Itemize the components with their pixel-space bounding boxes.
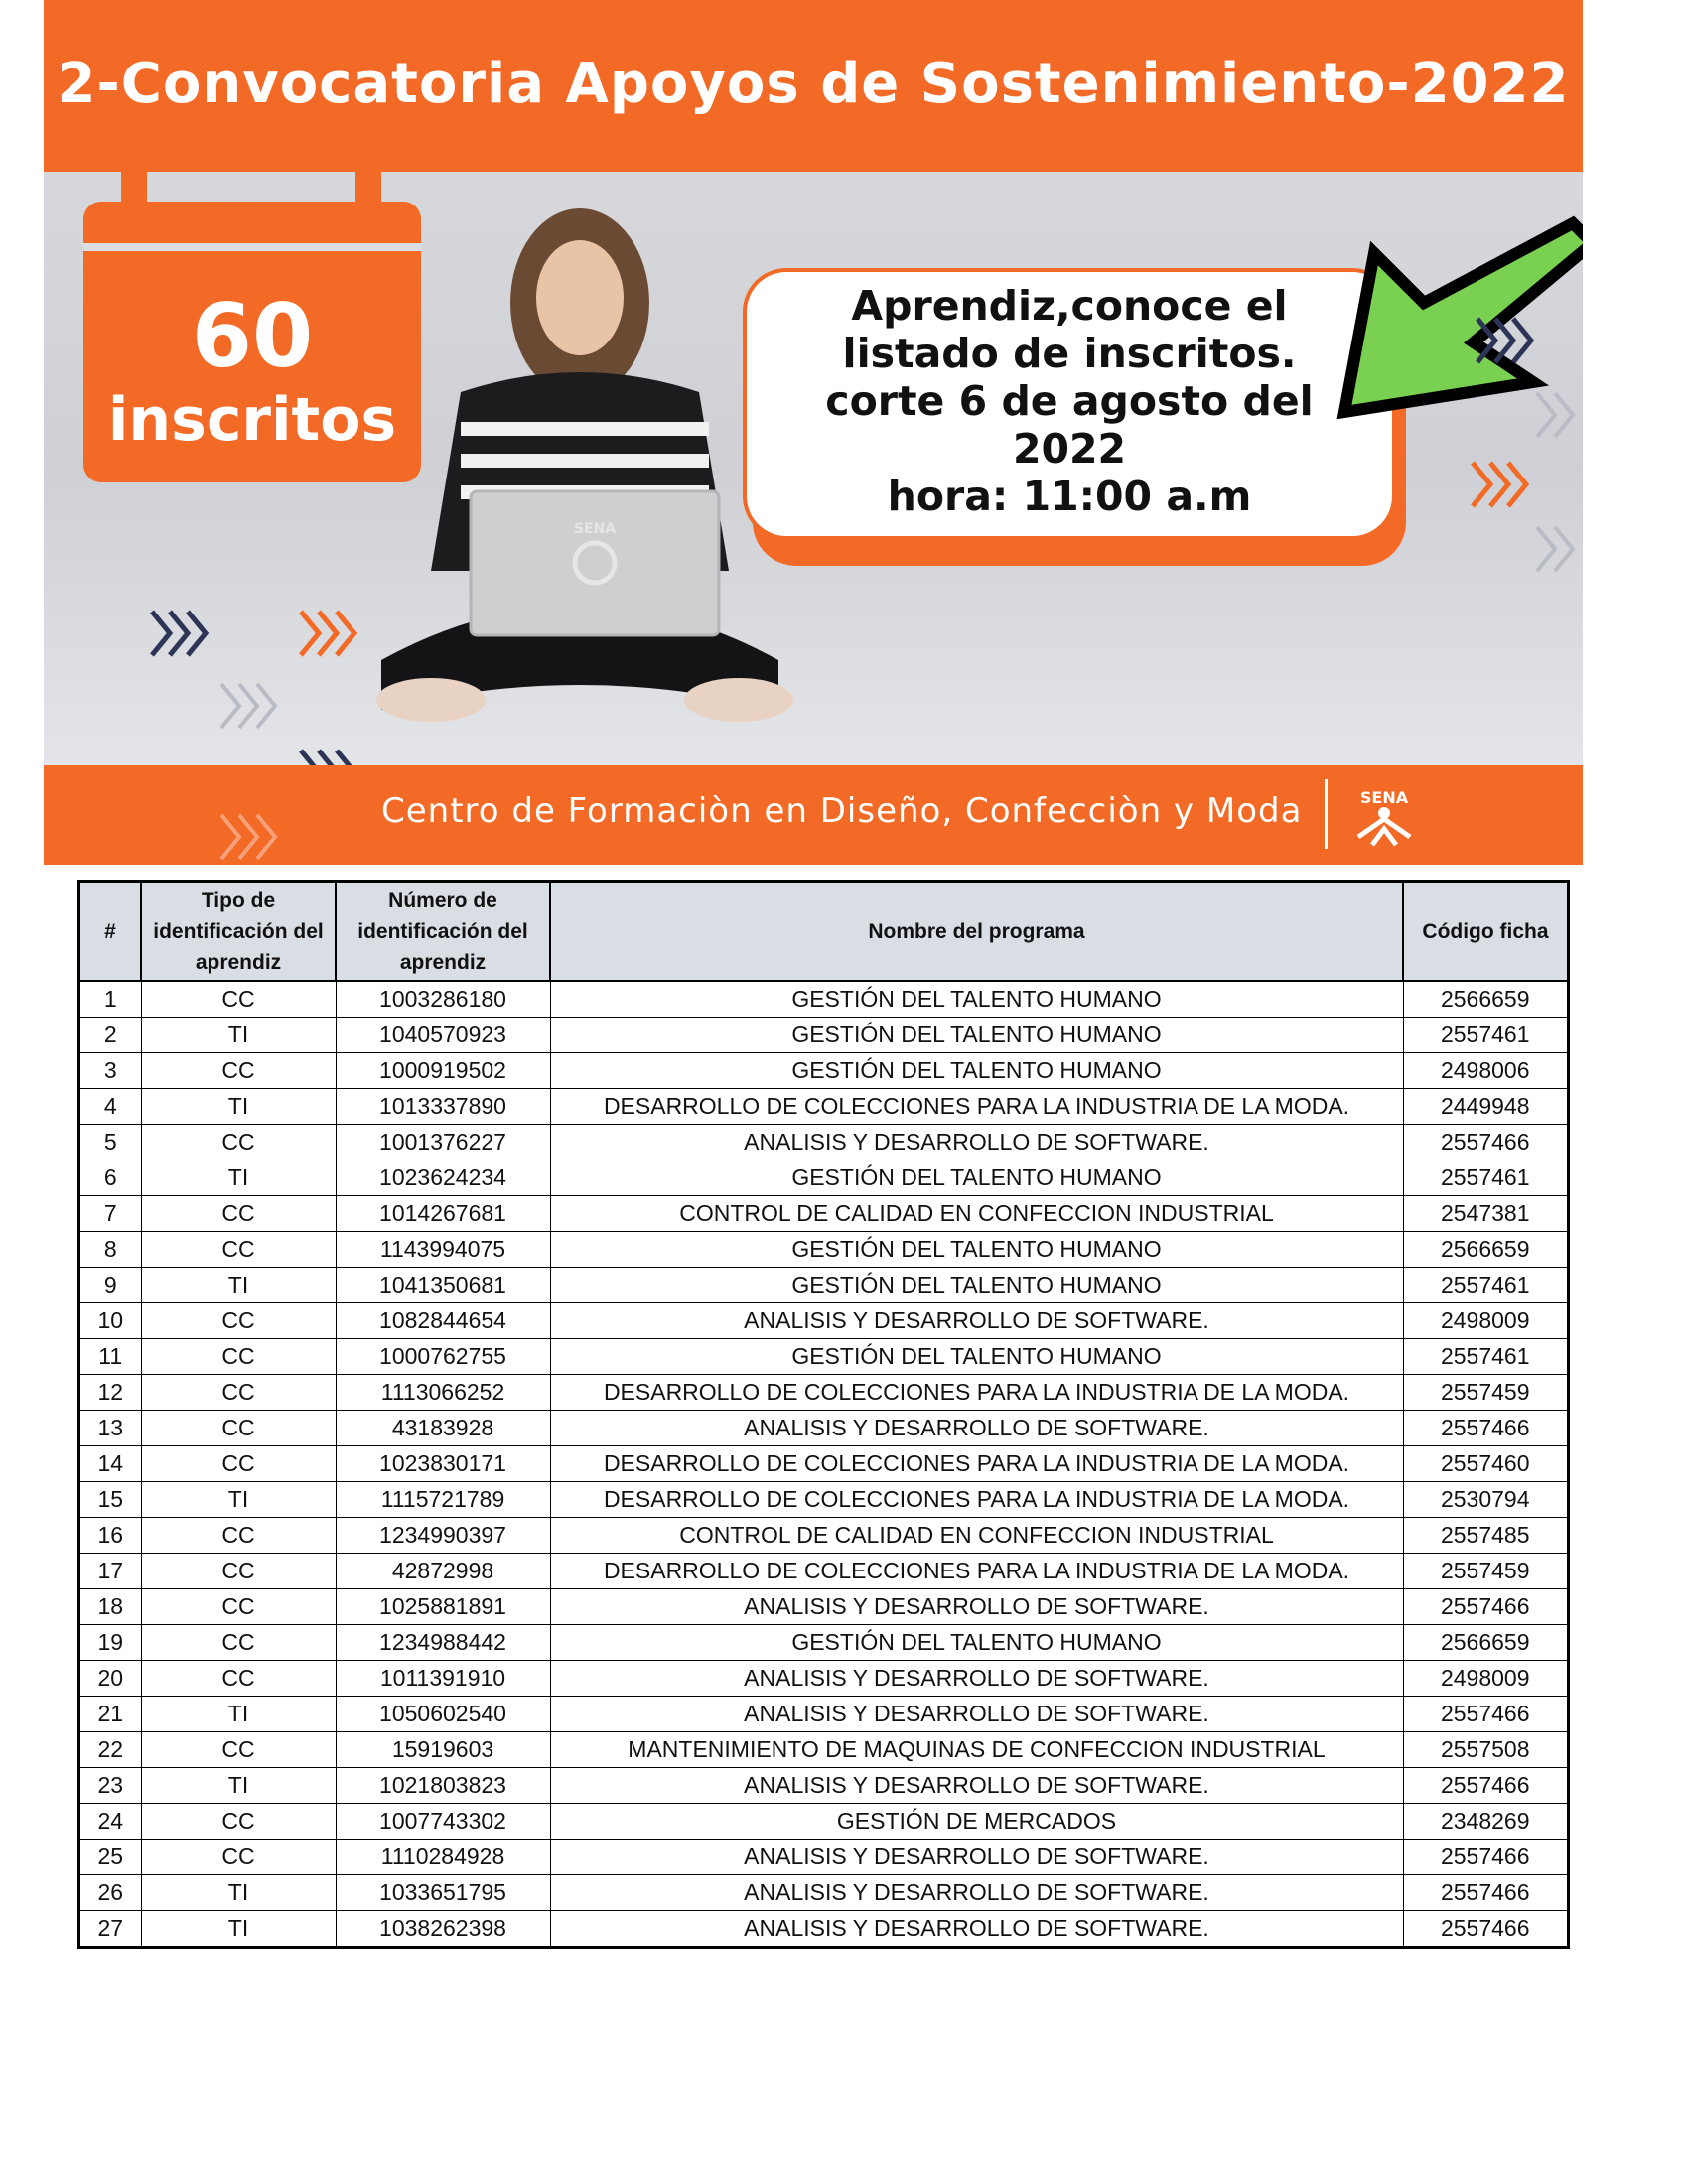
id-number-cell: 1038262398 xyxy=(336,1911,550,1948)
program-name-cell: ANALISIS Y DESARROLLO DE SOFTWARE. xyxy=(550,1911,1403,1948)
row-number-cell: 11 xyxy=(79,1339,142,1375)
id-type-cell: TI xyxy=(141,1768,336,1804)
col-header-id-type: Tipo de identificación del aprendiz xyxy=(141,882,336,982)
table-row xyxy=(79,1268,1569,1303)
table-row xyxy=(79,1125,1569,1160)
callout-line-5: hora: 11:00 a.m xyxy=(887,473,1252,520)
program-name-cell: ANALISIS Y DESARROLLO DE SOFTWARE. xyxy=(550,1589,1403,1625)
id-type-cell: CC xyxy=(141,1446,336,1482)
ficha-code-cell: 2566659 xyxy=(1403,1625,1569,1661)
row-number-cell: 3 xyxy=(79,1053,142,1089)
row-number-cell: 26 xyxy=(79,1875,142,1911)
ficha-code-cell: 2557459 xyxy=(1403,1554,1569,1589)
chevrons-icon xyxy=(148,606,211,661)
enrolled-label: inscritos xyxy=(107,385,397,455)
table-row xyxy=(79,981,1569,1018)
id-type-cell: TI xyxy=(141,1268,336,1303)
page-title: 2-Convocatoria Apoyos de Sostenimiento-2022 xyxy=(57,52,1570,116)
id-type-cell: CC xyxy=(141,1554,336,1589)
footer-divider xyxy=(1325,779,1328,849)
callout-box xyxy=(743,268,1396,540)
row-number-cell: 22 xyxy=(79,1732,142,1768)
program-name-cell: ANALISIS Y DESARROLLO DE SOFTWARE. xyxy=(550,1697,1403,1732)
ficha-code-cell: 2348269 xyxy=(1403,1804,1569,1840)
callout-line-4: 2022 xyxy=(1012,425,1127,473)
id-number-cell: 1003286180 xyxy=(336,981,550,1018)
row-number-cell: 12 xyxy=(79,1375,142,1411)
row-number-cell: 23 xyxy=(79,1768,142,1804)
id-type-cell: TI xyxy=(141,1089,336,1125)
ficha-code-cell: 2557485 xyxy=(1403,1518,1569,1554)
ficha-code-cell: 2557461 xyxy=(1403,1018,1569,1053)
id-type-cell: CC xyxy=(141,1411,336,1446)
ficha-code-cell: 2557461 xyxy=(1403,1160,1569,1196)
id-number-cell: 1000919502 xyxy=(336,1053,550,1089)
ficha-code-cell: 2557508 xyxy=(1403,1732,1569,1768)
table-row xyxy=(79,1661,1569,1697)
program-name-cell: CONTROL DE CALIDAD EN CONFECCION INDUSTRIAL xyxy=(550,1196,1403,1232)
ficha-code-cell: 2498006 xyxy=(1403,1053,1569,1089)
id-type-cell: TI xyxy=(141,1160,336,1196)
row-number-cell: 18 xyxy=(79,1589,142,1625)
chevrons-icon xyxy=(297,606,360,661)
row-number-cell: 17 xyxy=(79,1554,142,1589)
program-name-cell: GESTIÓN DE MERCADOS xyxy=(550,1804,1403,1840)
row-number-cell: 21 xyxy=(79,1697,142,1732)
ficha-code-cell: 2557466 xyxy=(1403,1697,1569,1732)
program-name-cell: CONTROL DE CALIDAD EN CONFECCION INDUSTRIAL xyxy=(550,1518,1403,1554)
chevrons-icon xyxy=(217,809,281,865)
id-number-cell: 1025881891 xyxy=(336,1589,550,1625)
enrollment-table xyxy=(77,880,1570,1949)
program-name-cell: ANALISIS Y DESARROLLO DE SOFTWARE. xyxy=(550,1661,1403,1697)
table-row xyxy=(79,1375,1569,1411)
callout-line-2: listado de inscritos. xyxy=(842,330,1297,377)
id-type-cell: CC xyxy=(141,1232,336,1268)
row-number-cell: 19 xyxy=(79,1625,142,1661)
program-name-cell: DESARROLLO DE COLECCIONES PARA LA INDUSTRIA DE LA MODA. xyxy=(550,1089,1403,1125)
id-number-cell: 1001376227 xyxy=(336,1125,550,1160)
row-number-cell: 15 xyxy=(79,1482,142,1518)
id-type-cell: CC xyxy=(141,1840,336,1875)
program-name-cell: GESTIÓN DEL TALENTO HUMANO xyxy=(550,1053,1403,1089)
id-type-cell: CC xyxy=(141,1303,336,1339)
calendar-ring-left xyxy=(121,172,147,202)
id-number-cell: 1041350681 xyxy=(336,1268,550,1303)
id-number-cell: 1082844654 xyxy=(336,1303,550,1339)
table-row xyxy=(79,1911,1569,1948)
id-number-cell: 1013337890 xyxy=(336,1089,550,1125)
ficha-code-cell: 2530794 xyxy=(1403,1482,1569,1518)
program-name-cell: GESTIÓN DEL TALENTO HUMANO xyxy=(550,1268,1403,1303)
id-type-cell: CC xyxy=(141,1196,336,1232)
id-type-cell: CC xyxy=(141,1518,336,1554)
table-row xyxy=(79,1196,1569,1232)
chevrons-icon xyxy=(217,678,281,734)
table-row xyxy=(79,1411,1569,1446)
id-number-cell: 1234988442 xyxy=(336,1625,550,1661)
id-type-cell: TI xyxy=(141,1018,336,1053)
table-row xyxy=(79,1875,1569,1911)
id-number-cell: 1011391910 xyxy=(336,1661,550,1697)
ficha-code-cell: 2557466 xyxy=(1403,1589,1569,1625)
program-name-cell: ANALISIS Y DESARROLLO DE SOFTWARE. xyxy=(550,1303,1403,1339)
ficha-code-cell: 2557466 xyxy=(1403,1840,1569,1875)
row-number-cell: 4 xyxy=(79,1089,142,1125)
row-number-cell: 27 xyxy=(79,1911,142,1948)
id-type-cell: CC xyxy=(141,1125,336,1160)
ficha-code-cell: 2557466 xyxy=(1403,1768,1569,1804)
id-number-cell: 1023830171 xyxy=(336,1446,550,1482)
id-number-cell: 1000762755 xyxy=(336,1339,550,1375)
program-name-cell: GESTIÓN DEL TALENTO HUMANO xyxy=(550,1160,1403,1196)
row-number-cell: 2 xyxy=(79,1018,142,1053)
ficha-code-cell: 2557466 xyxy=(1403,1125,1569,1160)
row-number-cell: 20 xyxy=(79,1661,142,1697)
id-type-cell: CC xyxy=(141,1339,336,1375)
ficha-code-cell: 2566659 xyxy=(1403,1232,1569,1268)
ficha-code-cell: 2498009 xyxy=(1403,1661,1569,1697)
table-header-row xyxy=(79,882,1569,982)
id-type-cell: CC xyxy=(141,1661,336,1697)
program-name-cell: ANALISIS Y DESARROLLO DE SOFTWARE. xyxy=(550,1875,1403,1911)
callout-text xyxy=(747,282,1392,520)
row-number-cell: 1 xyxy=(79,981,142,1018)
row-number-cell: 5 xyxy=(79,1125,142,1160)
id-number-cell: 1033651795 xyxy=(336,1875,550,1911)
callout-line-1: Aprendiz,conoce el xyxy=(851,282,1288,330)
id-type-cell: CC xyxy=(141,1732,336,1768)
program-name-cell: DESARROLLO DE COLECCIONES PARA LA INDUSTRIA DE LA MODA. xyxy=(550,1482,1403,1518)
table-row xyxy=(79,1732,1569,1768)
table-row xyxy=(79,1018,1569,1053)
row-number-cell: 7 xyxy=(79,1196,142,1232)
table-row xyxy=(79,1053,1569,1089)
id-number-cell: 1110284928 xyxy=(336,1840,550,1875)
table-row xyxy=(79,1768,1569,1804)
id-number-cell: 42872998 xyxy=(336,1554,550,1589)
chevrons-icon xyxy=(1469,457,1532,512)
id-number-cell: 1014267681 xyxy=(336,1196,550,1232)
ficha-code-cell: 2557461 xyxy=(1403,1268,1569,1303)
row-number-cell: 8 xyxy=(79,1232,142,1268)
row-number-cell: 13 xyxy=(79,1411,142,1446)
table-row xyxy=(79,1589,1569,1625)
id-type-cell: CC xyxy=(141,1375,336,1411)
table-row xyxy=(79,1804,1569,1840)
ficha-code-cell: 2547381 xyxy=(1403,1196,1569,1232)
col-header-id-number: Número de identificación del aprendiz xyxy=(336,882,550,982)
row-number-cell: 10 xyxy=(79,1303,142,1339)
chevrons-icon xyxy=(1533,387,1583,443)
row-number-cell: 14 xyxy=(79,1446,142,1482)
program-name-cell: MANTENIMIENTO DE MAQUINAS DE CONFECCION INDUSTRIAL xyxy=(550,1732,1403,1768)
row-number-cell: 6 xyxy=(79,1160,142,1196)
program-name-cell: DESARROLLO DE COLECCIONES PARA LA INDUSTRIA DE LA MODA. xyxy=(550,1446,1403,1482)
ficha-code-cell: 2557460 xyxy=(1403,1446,1569,1482)
ficha-code-cell: 2557461 xyxy=(1403,1339,1569,1375)
id-type-cell: TI xyxy=(141,1697,336,1732)
col-header-code: Código ficha xyxy=(1403,882,1569,982)
id-number-cell: 43183928 xyxy=(336,1411,550,1446)
program-name-cell: GESTIÓN DEL TALENTO HUMANO xyxy=(550,1232,1403,1268)
table-row xyxy=(79,1446,1569,1482)
table-row xyxy=(79,1697,1569,1732)
id-number-cell: 1234990397 xyxy=(336,1518,550,1554)
id-type-cell: CC xyxy=(141,981,336,1018)
id-type-cell: TI xyxy=(141,1482,336,1518)
ficha-code-cell: 2557459 xyxy=(1403,1375,1569,1411)
program-name-cell: ANALISIS Y DESARROLLO DE SOFTWARE. xyxy=(550,1411,1403,1446)
sena-logo-icon xyxy=(1344,779,1424,849)
program-name-cell: ANALISIS Y DESARROLLO DE SOFTWARE. xyxy=(550,1768,1403,1804)
table-row xyxy=(79,1840,1569,1875)
table-row xyxy=(79,1089,1569,1125)
table-row xyxy=(79,1554,1569,1589)
id-number-cell: 1113066252 xyxy=(336,1375,550,1411)
id-type-cell: TI xyxy=(141,1911,336,1948)
program-name-cell: DESARROLLO DE COLECCIONES PARA LA INDUSTRIA DE LA MODA. xyxy=(550,1375,1403,1411)
sena-logo-text: SENA xyxy=(1359,788,1409,807)
id-number-cell: 1040570923 xyxy=(336,1018,550,1053)
program-name-cell: GESTIÓN DEL TALENTO HUMANO xyxy=(550,1018,1403,1053)
program-name-cell: DESARROLLO DE COLECCIONES PARA LA INDUSTRIA DE LA MODA. xyxy=(550,1554,1403,1589)
program-name-cell: GESTIÓN DEL TALENTO HUMANO xyxy=(550,981,1403,1018)
table-row xyxy=(79,1339,1569,1375)
row-number-cell: 9 xyxy=(79,1268,142,1303)
table-body xyxy=(79,981,1569,1948)
id-type-cell: TI xyxy=(141,1875,336,1911)
col-header-number: # xyxy=(79,882,142,982)
ficha-code-cell: 2449948 xyxy=(1403,1089,1569,1125)
id-number-cell: 15919603 xyxy=(336,1732,550,1768)
banner xyxy=(44,0,1583,865)
row-number-cell: 25 xyxy=(79,1840,142,1875)
id-number-cell: 1115721789 xyxy=(336,1482,550,1518)
id-type-cell: CC xyxy=(141,1589,336,1625)
id-type-cell: CC xyxy=(141,1053,336,1089)
table-row xyxy=(79,1303,1569,1339)
ficha-code-cell: 2557466 xyxy=(1403,1911,1569,1948)
id-type-cell: CC xyxy=(141,1804,336,1840)
col-header-program: Nombre del programa xyxy=(550,882,1403,982)
id-type-cell: CC xyxy=(141,1625,336,1661)
program-name-cell: ANALISIS Y DESARROLLO DE SOFTWARE. xyxy=(550,1125,1403,1160)
ficha-code-cell: 2498009 xyxy=(1403,1303,1569,1339)
ficha-code-cell: 2566659 xyxy=(1403,981,1569,1018)
callout-line-3: corte 6 de agosto del xyxy=(825,377,1314,425)
ficha-code-cell: 2557466 xyxy=(1403,1411,1569,1446)
enrolled-count: 60 xyxy=(191,285,314,387)
program-name-cell: ANALISIS Y DESARROLLO DE SOFTWARE. xyxy=(550,1840,1403,1875)
table-row xyxy=(79,1482,1569,1518)
program-name-cell: GESTIÓN DEL TALENTO HUMANO xyxy=(550,1339,1403,1375)
row-number-cell: 16 xyxy=(79,1518,142,1554)
chevrons-icon xyxy=(1533,521,1583,577)
program-name-cell: GESTIÓN DEL TALENTO HUMANO xyxy=(550,1625,1403,1661)
laptop-logo-text: SENA xyxy=(573,521,617,537)
table-row xyxy=(79,1518,1569,1554)
chevrons-icon xyxy=(1474,313,1537,368)
id-number-cell: 1007743302 xyxy=(336,1804,550,1840)
id-number-cell: 1050602540 xyxy=(336,1697,550,1732)
table-row xyxy=(79,1232,1569,1268)
id-number-cell: 1143994075 xyxy=(336,1232,550,1268)
ficha-code-cell: 2557466 xyxy=(1403,1875,1569,1911)
id-number-cell: 1021803823 xyxy=(336,1768,550,1804)
table-row xyxy=(79,1625,1569,1661)
training-center-name: Centro de Formaciòn en Diseño, Confecciòn y Moda xyxy=(381,791,1303,831)
row-number-cell: 24 xyxy=(79,1804,142,1840)
id-number-cell: 1023624234 xyxy=(336,1160,550,1196)
table-row xyxy=(79,1160,1569,1196)
